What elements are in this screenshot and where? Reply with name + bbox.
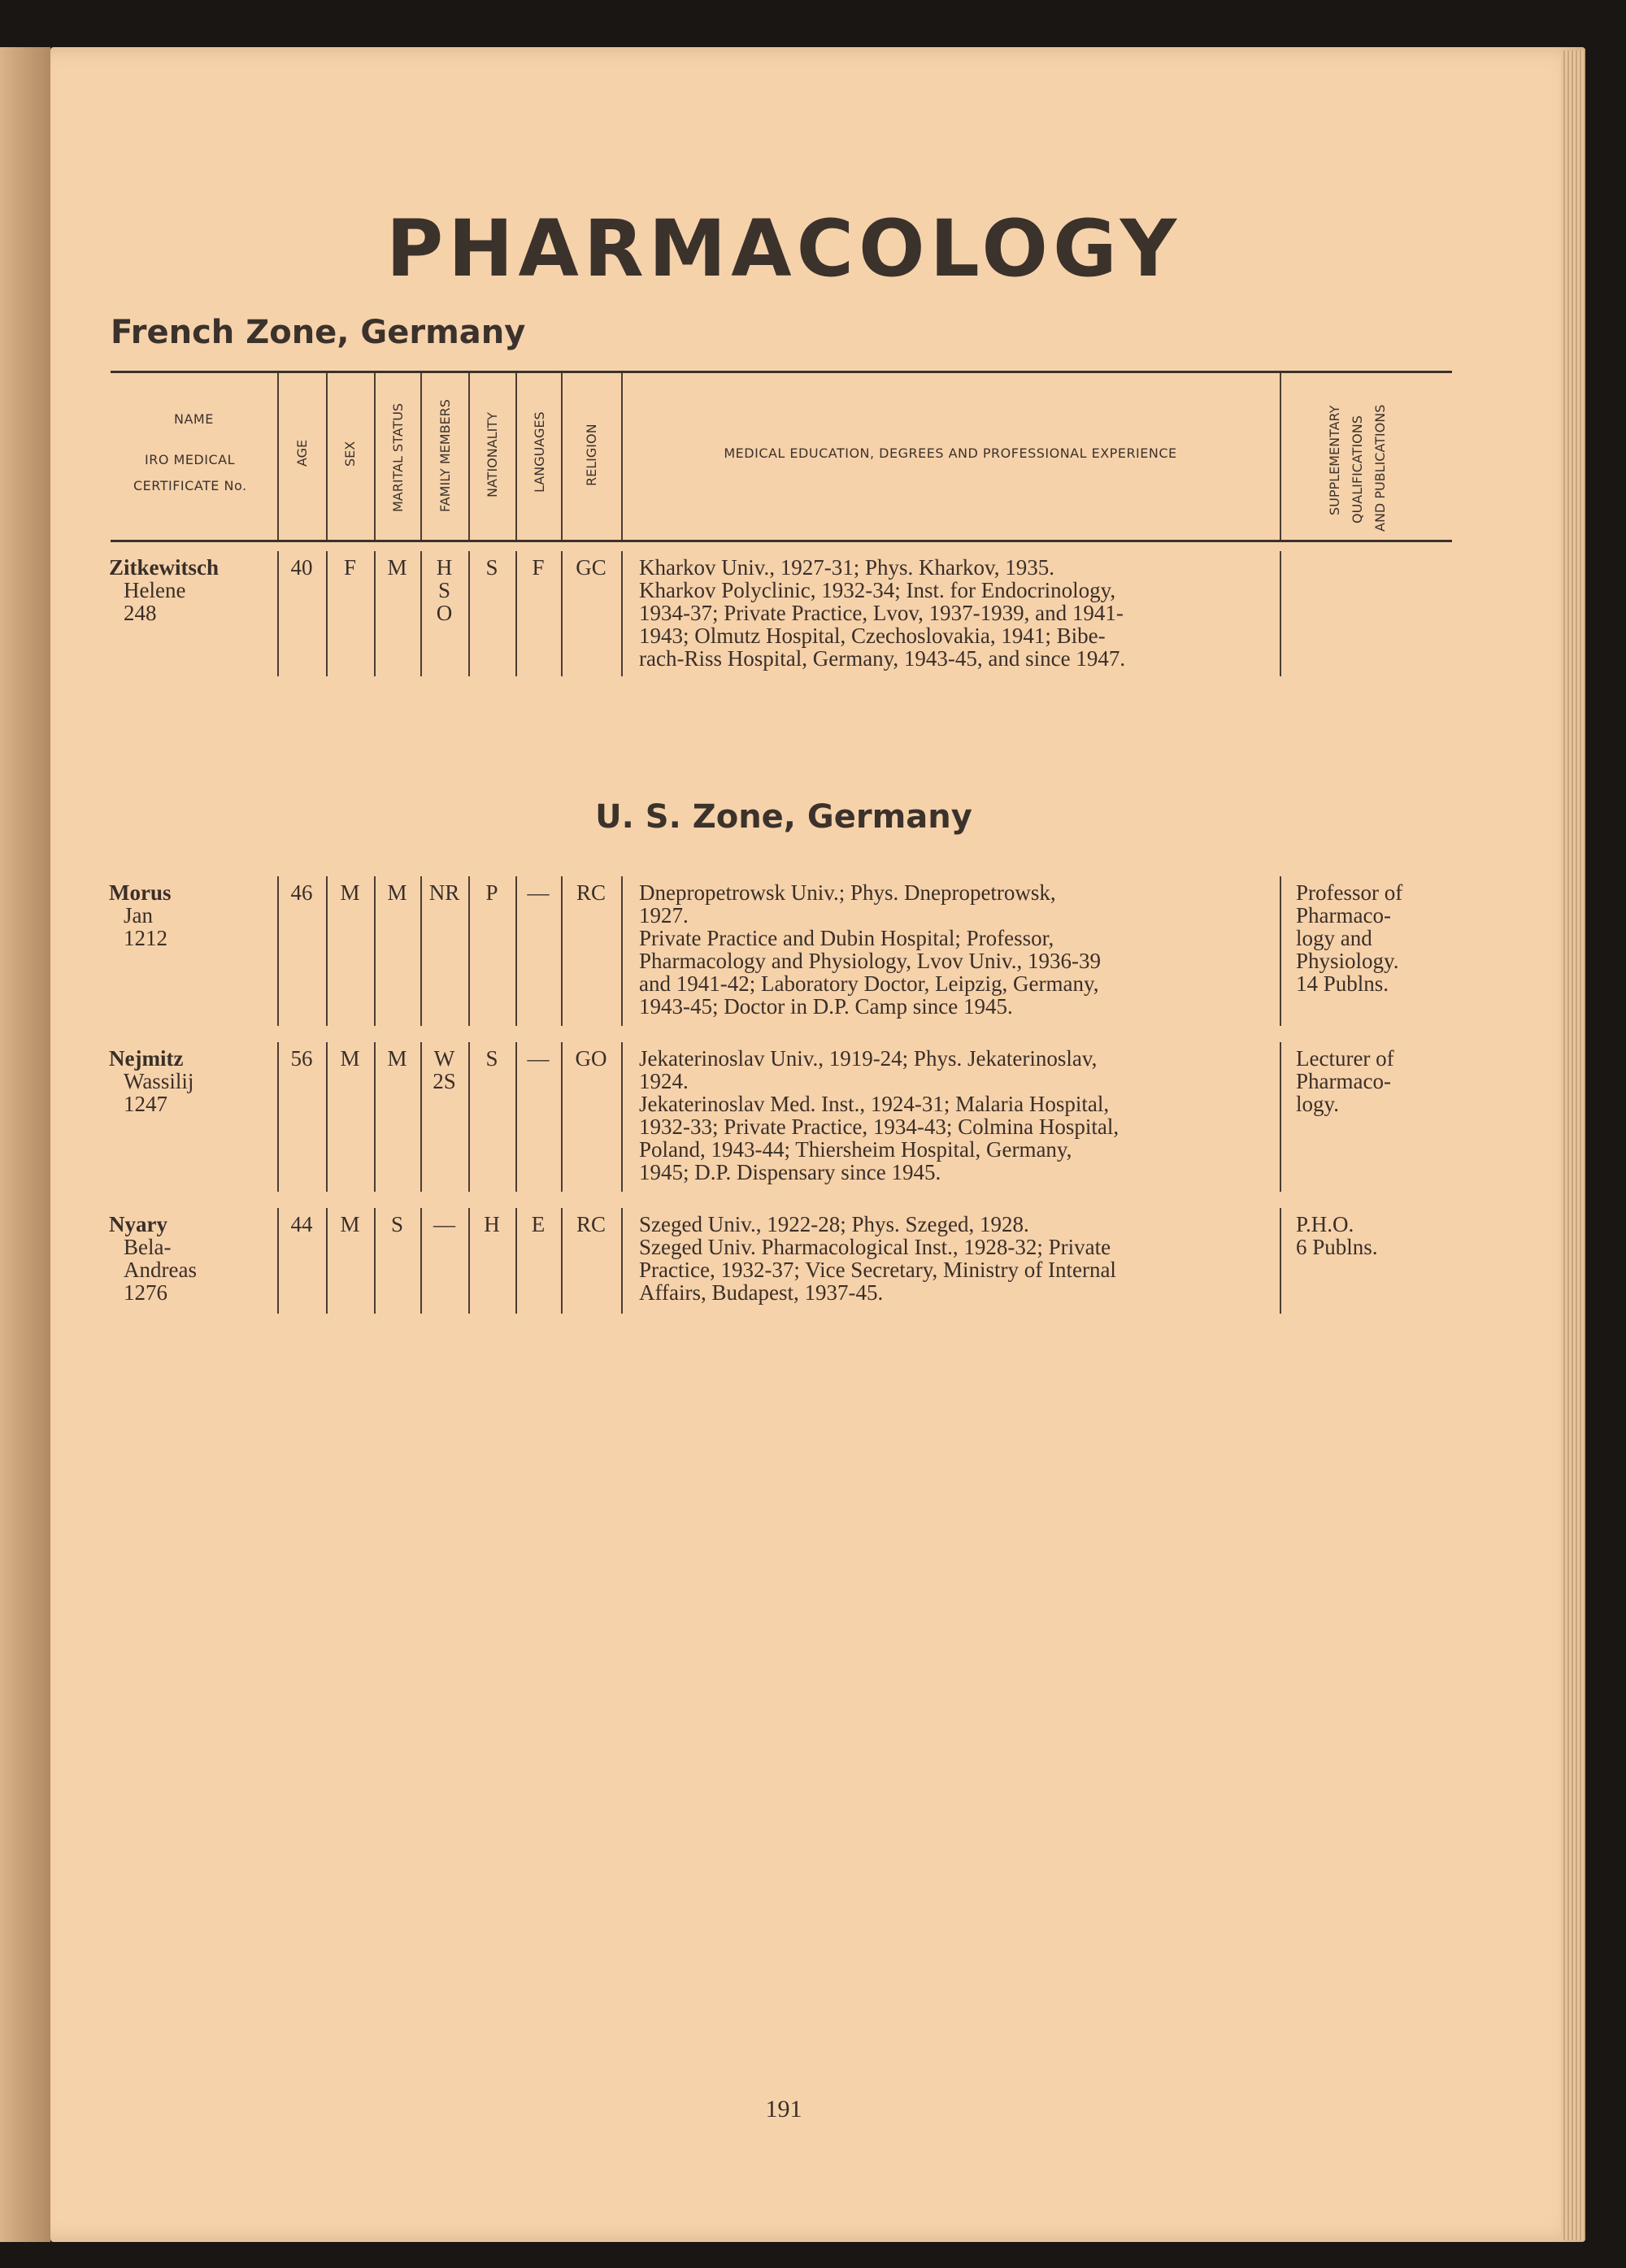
entry-religion: RC — [576, 880, 606, 905]
entry-certificate-number: 1212 — [124, 926, 167, 950]
col-sep — [1280, 373, 1281, 540]
entry-education-line: Kharkov Polyclinic, 1932-34; Inst. for Endocrinology, — [639, 578, 1116, 602]
entry-education-line: Affairs, Budapest, 1937-45. — [639, 1280, 884, 1305]
entry-supplementary-line: Pharmaco- — [1296, 903, 1391, 928]
header-marital-status: MARITAL STATUS — [390, 402, 406, 512]
entry-education-line: Szeged Univ. Pharmacological Inst., 1928-32; Private — [639, 1235, 1111, 1259]
entry-education-line: 1945; D.P. Dispensary since 1945. — [639, 1160, 941, 1184]
entry-education-line: rach-Riss Hospital, Germany, 1943-45, and since 1947. — [639, 646, 1126, 671]
entry-religion: RC — [576, 1212, 606, 1236]
entry-education-line: Jekaterinoslav Univ., 1919-24; Phys. Jekaterinoslav, — [639, 1046, 1098, 1071]
col-sep — [374, 373, 376, 540]
entry-supplementary-line: logy. — [1296, 1092, 1339, 1116]
header-education: MEDICAL EDUCATION, DEGREES AND PROFESSIONAL EXPERIENCE — [724, 445, 1177, 461]
header-age: AGE — [294, 439, 310, 467]
facing-page-edge — [0, 47, 50, 2242]
header-family-members: FAMILY MEMBERS — [437, 399, 453, 512]
page-title: PHARMACOLOGY — [385, 203, 1182, 294]
entry-marital: M — [387, 880, 407, 905]
entry-nationality: P — [485, 880, 498, 905]
entry-education-line: Private Practice and Dubin Hospital; Professor, — [639, 926, 1054, 950]
page-number: 191 — [765, 2096, 802, 2122]
entry-certificate-number: 248 — [124, 601, 157, 625]
entry-education-line: Dnepropetrowsk Univ.; Phys. Dnepropetrowsk, — [639, 880, 1056, 905]
col-sep — [420, 373, 422, 540]
entry-supplementary-line: P.H.O. — [1296, 1212, 1354, 1236]
entry-surname: Morus — [109, 880, 172, 905]
entry-surname: Zitkewitsch — [109, 555, 219, 580]
entry-sex: M — [340, 880, 360, 905]
header-iro: IRO MEDICAL — [145, 452, 235, 467]
entry-family-member: H — [436, 555, 453, 580]
header-bottom-rule — [111, 540, 1452, 542]
entry-family-member: W — [433, 1046, 455, 1071]
entry-given-name: Andreas — [124, 1258, 197, 1282]
entry-education-line: Jekaterinoslav Med. Inst., 1924-31; Malaria Hospital, — [639, 1092, 1110, 1116]
col-sep — [1280, 876, 1281, 1026]
entry-age: 56 — [290, 1046, 313, 1071]
entry-languages: — — [527, 1046, 550, 1071]
entry-marital: M — [387, 555, 407, 580]
entry-education-line: 1927. — [639, 903, 689, 928]
entry-nationality: S — [485, 555, 498, 580]
section-heading-us-zone: U. S. Zone, Germany — [595, 798, 972, 836]
entry-nationality: H — [484, 1212, 500, 1236]
header-top-rule — [111, 371, 1452, 373]
entry-surname: Nyary — [109, 1212, 167, 1236]
entry-religion: GO — [575, 1046, 607, 1071]
entry-sex: M — [340, 1212, 360, 1236]
entry-supplementary-line: 14 Publns. — [1296, 971, 1389, 996]
col-sep — [468, 373, 470, 540]
header-qualifications: QUALIFICATIONS — [1350, 415, 1365, 524]
col-sep — [515, 373, 517, 540]
page-stack-edge — [1561, 50, 1585, 2240]
col-sep — [621, 1042, 623, 1192]
entry-certificate-number: 1276 — [124, 1280, 167, 1305]
header-languages: LANGUAGES — [532, 411, 547, 493]
entry-family-member: O — [436, 601, 453, 625]
entry-education-line: 1943-45; Doctor in D.P. Camp since 1945. — [639, 994, 1013, 1019]
col-sep — [277, 373, 279, 540]
entry-education-line: Pharmacology and Physiology, Lvov Univ., 1936-39 — [639, 949, 1101, 973]
entry-supplementary-line: logy and — [1296, 926, 1372, 950]
entry-supplementary-line: Professor of — [1296, 880, 1403, 905]
header-sex: SEX — [342, 441, 358, 467]
col-sep — [1280, 1042, 1281, 1192]
col-sep — [1280, 551, 1281, 676]
entry-education-line: 1932-33; Private Practice, 1934-43; Colmina Hospital, — [639, 1114, 1120, 1139]
entry-family-member: — — [433, 1212, 455, 1236]
entry-education-line: Poland, 1943-44; Thiersheim Hospital, Germany, — [639, 1137, 1072, 1162]
entry-supplementary-line: Physiology. — [1296, 949, 1399, 973]
entry-supplementary-line: Lecturer of — [1296, 1046, 1394, 1071]
entry-sex: F — [343, 555, 357, 580]
entry-age: 46 — [290, 880, 313, 905]
col-sep — [1280, 1208, 1281, 1314]
header-name: NAME — [174, 411, 214, 427]
entry-education-line: Kharkov Univ., 1927-31; Phys. Kharkov, 1935. — [639, 555, 1054, 580]
entry-languages: F — [532, 555, 545, 580]
entry-age: 40 — [290, 555, 313, 580]
entry-sex: M — [340, 1046, 360, 1071]
col-sep — [561, 373, 563, 540]
entry-education-line: 1934-37; Private Practice, Lvov, 1937-1939, and 1941- — [639, 601, 1124, 625]
entry-languages: E — [531, 1212, 546, 1236]
entry-education-line: Szeged Univ., 1922-28; Phys. Szeged, 1928. — [639, 1212, 1029, 1236]
entry-nationality: S — [485, 1046, 498, 1071]
entry-certificate-number: 1247 — [124, 1092, 167, 1116]
col-sep — [326, 373, 328, 540]
entry-marital: M — [387, 1046, 407, 1071]
entry-education-line: 1924. — [639, 1069, 689, 1093]
col-sep — [621, 1208, 623, 1314]
entry-supplementary-line: 6 Publns. — [1296, 1235, 1378, 1259]
entry-religion: GC — [576, 555, 606, 580]
entry-given-name: Bela- — [124, 1235, 172, 1259]
entry-supplementary-line: Pharmaco- — [1296, 1069, 1391, 1093]
entry-languages: — — [527, 880, 550, 905]
entry-education-line: 1943; Olmutz Hospital, Czechoslovakia, 1941; Bibe- — [639, 623, 1106, 648]
header-religion: RELIGION — [584, 424, 599, 486]
header-publications: AND PUBLICATIONS — [1372, 404, 1388, 532]
entry-family-member: 2S — [433, 1069, 456, 1093]
entry-age: 44 — [290, 1212, 313, 1236]
col-sep — [621, 876, 623, 1026]
entry-given-name: Helene — [124, 578, 186, 602]
section-heading-french-zone: French Zone, Germany — [111, 314, 526, 351]
entry-surname: Nejmitz — [109, 1046, 184, 1071]
entry-marital: S — [390, 1212, 404, 1236]
header-nationality: NATIONALITY — [485, 412, 500, 497]
entry-family-member: NR — [428, 880, 460, 905]
entry-given-name: Wassilij — [124, 1069, 194, 1093]
entry-given-name: Jan — [124, 903, 153, 928]
header-supplementary: SUPPLEMENTARY — [1327, 405, 1342, 515]
header-certificate: CERTIFICATE No. — [133, 478, 247, 493]
entry-education-line: Practice, 1932-37; Vice Secretary, Ministry of Internal — [639, 1258, 1116, 1282]
entry-family-member: S — [437, 578, 451, 602]
col-sep — [621, 551, 623, 676]
entry-education-line: and 1941-42; Laboratory Doctor, Leipzig, Germany, — [639, 971, 1099, 996]
